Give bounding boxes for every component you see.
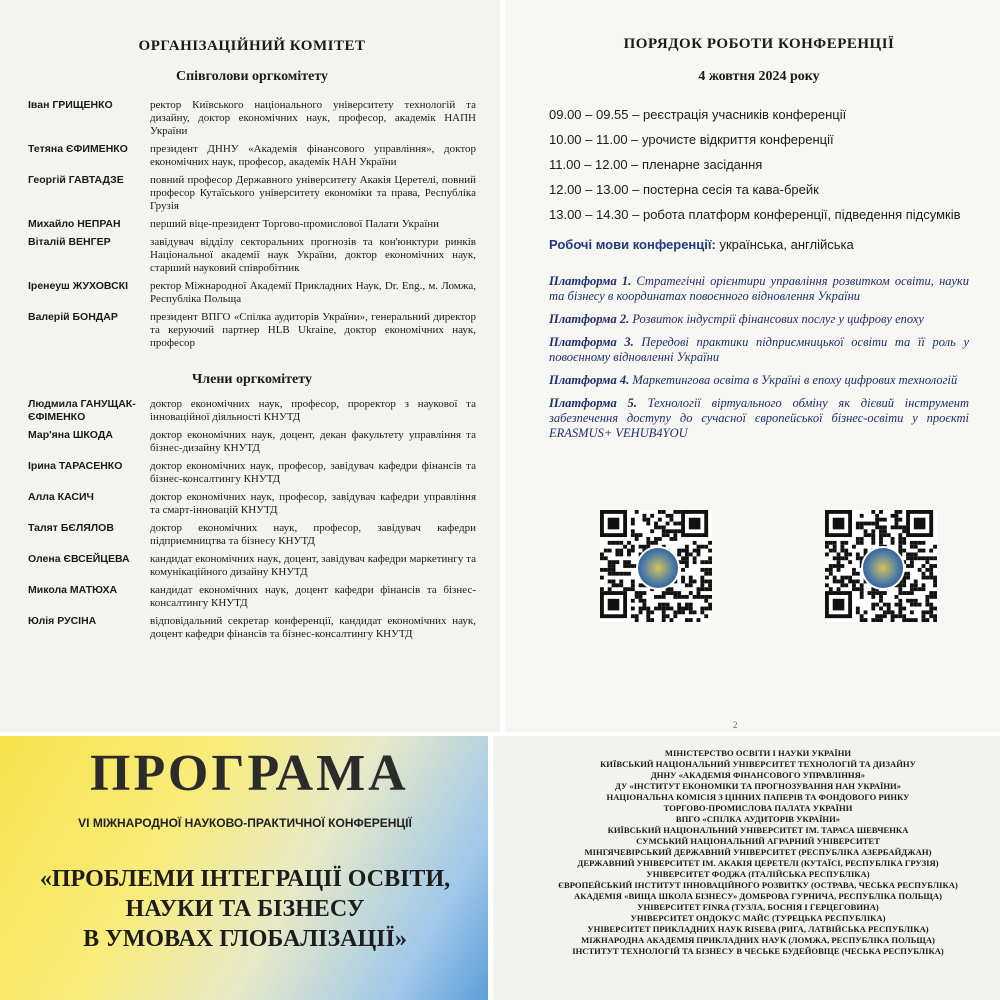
platform-text: Передові практики підприємницької освіти та її роль у повоєнному відновленні України xyxy=(549,335,969,364)
organizer-item: КИЇВСЬКИЙ НАЦІОНАЛЬНИЙ УНІВЕРСИТЕТ ТЕХНОЛОГІЙ ТА ДИЗАЙНУ xyxy=(600,759,916,769)
member-name: Юлія РУСІНА xyxy=(28,615,97,627)
platform-label: Платформа 1. xyxy=(549,274,632,288)
cochairs-heading: Співголови оргкомітету xyxy=(175,69,329,84)
organizers-page xyxy=(493,736,1000,1000)
organizer-item: ІНСТИТУТ ТЕХНОЛОГІЙ ТА БІЗНЕСУ В ЧЕСЬКЕ БУДЕЙОВІЦЕ (ЧЕСЬКА РЕСПУБЛІКА) xyxy=(572,946,944,956)
members-list xyxy=(28,398,476,641)
university-logo-icon xyxy=(636,546,680,590)
page-number: 2 xyxy=(733,720,738,730)
committee-member-row xyxy=(28,143,476,169)
organizer-item: КИЇВСЬКИЙ НАЦІОНАЛЬНИЙ УНІВЕРСИТЕТ ІМ. ТАРАСА ШЕВЧЕНКА xyxy=(607,825,909,835)
program-page xyxy=(505,0,1000,732)
committee-member-row xyxy=(28,460,476,486)
member-name: Алла КАСИЧ xyxy=(28,491,94,503)
organizer-item: ДУ «ІНСТИТУТ ЕКОНОМІКИ ТА ПРОГНОЗУВАННЯ НАН УКРАЇНИ» xyxy=(614,781,902,791)
program-title: ПОРЯДОК РОБОТИ КОНФЕРЕНЦІЇ xyxy=(623,36,895,52)
member-name: Іван ГРИЩЕНКО xyxy=(28,99,113,111)
member-name: Михайло НЕПРАН xyxy=(28,218,121,230)
committee-member-row xyxy=(28,491,476,517)
platform-label: Платформа 5. xyxy=(549,396,637,410)
member-description: повний професор Державного університету Акакія Церетелі, повний професор Кутаїського університету економіки та права, Республіка Грузія xyxy=(150,174,476,212)
member-name: Георгій ГАВТАДЗЕ xyxy=(28,174,124,186)
committee-member-row xyxy=(28,236,476,275)
member-description: перший віце-президент Торгово-промислової Палати України xyxy=(150,218,440,230)
member-description: доктор економічних наук, професор, проректор з наукової та інноваційної діяльності КНУТД xyxy=(150,398,476,423)
qr-code-right[interactable] xyxy=(825,510,937,622)
committee-member-row xyxy=(28,174,476,213)
languages-label: Робочі мови конференції: xyxy=(549,237,716,252)
committee-member-row xyxy=(28,553,476,579)
committee-member-row xyxy=(28,522,476,548)
organizing-committee-page xyxy=(0,0,500,732)
schedule-item: 12.00 – 13.00 – постерна сесія та кава-брейк xyxy=(549,182,819,197)
member-description: доктор економічних наук, професор, завідувач кафедри підприємництва та бізнесу КНУТД xyxy=(150,522,476,547)
committee-member-row xyxy=(28,429,476,455)
cover-title: ПРОГРАМА xyxy=(90,745,409,802)
organizer-item: УНІВЕРСИТЕТ FINRA (ТУЗЛА, БОСНІЯ І ГЕРЦЕГОВИНА) xyxy=(637,902,879,912)
member-name: Людмила ГАНУЩАК-ЄФІМЕНКО xyxy=(28,398,136,423)
cover-conference: VI МІЖНАРОДНОЇ НАУКОВО-ПРАКТИЧНОЇ КОНФЕРЕНЦІЇ xyxy=(78,816,412,830)
committee-member-row xyxy=(28,615,476,641)
program-cover xyxy=(0,736,488,1000)
organizer-item: ДЕРЖАВНИЙ УНІВЕРСИТЕТ ІМ. АКАКІЯ ЦЕРЕТЕЛІ (КУТАЇСІ, РЕСПУБЛІКА ГРУЗІЯ) xyxy=(577,858,939,868)
organizer-item: МІНГЯЧЕВІРСЬКИЙ ДЕРЖАВНИЙ УНІВЕРСИТЕТ (РЕСПУБЛІКА АЗЕРБАЙДЖАН) xyxy=(584,847,932,857)
cover-topic xyxy=(20,864,470,954)
schedule-item: 13.00 – 14.30 – робота платформ конференції, підведення підсумків xyxy=(549,207,961,222)
member-name: Валерій БОНДАР xyxy=(28,311,118,323)
platform-text: Технології віртуального обміну як дієвий інструмент забезпечення доступу до сучасної європейської бізнес-освіти у проєкті ERASMUS+ VEHUB4YOU xyxy=(549,396,970,440)
member-name: Талят БЄЛЯЛОВ xyxy=(28,522,114,534)
platform-item xyxy=(549,396,969,441)
cochairs-list xyxy=(28,99,476,350)
schedule-item: 10.00 – 11.00 – урочисте відкриття конференції xyxy=(549,132,834,147)
platform-item xyxy=(549,312,969,327)
member-name: Тетяна ЄФИМЕНКО xyxy=(28,143,128,155)
schedule-item: 09.00 – 09.55 – реєстрація учасників конференції xyxy=(549,107,847,122)
organizers-list xyxy=(533,748,983,957)
committee-member-row xyxy=(28,311,476,350)
member-description: президент ВПГО «Спілка аудиторів України», генеральний директор та керуючий партнер HLB Ukraine, доктор економічних наук, професор xyxy=(150,311,476,349)
member-description: доктор економічних наук, професор, завідувач кафедри фінансів та бізнес-консалтингу КНУТД xyxy=(150,460,476,485)
platform-label: Платформа 4. xyxy=(549,373,630,387)
member-description: кандидат економічних наук, доцент кафедри фінансів та бізнес-консалтингу КНУТД xyxy=(150,584,476,609)
organizer-item: МІЖНАРОДНА АКАДЕМІЯ ПРИКЛАДНИХ НАУК (ЛОМЖА, РЕСПУБЛІКА ПОЛЬЩА) xyxy=(581,935,935,945)
languages-line xyxy=(549,237,969,252)
platform-item xyxy=(549,274,969,304)
platform-label: Платформа 2. xyxy=(549,312,630,326)
platform-text: Маркетингова освіта в Україні в епоху цифрових технологій xyxy=(629,373,958,387)
member-name: Микола МАТЮХА xyxy=(28,584,118,596)
member-description: доктор економічних наук, доцент, декан факультету управління та бізнес-дизайну КНУТД xyxy=(150,429,476,454)
platform-item xyxy=(549,335,969,365)
qr-code-left[interactable] xyxy=(600,510,712,622)
committee-member-row xyxy=(28,280,476,306)
platform-item xyxy=(549,373,969,388)
cover-topic-line: В УМОВАХ ГЛОБАЛІЗАЦІЇ» xyxy=(83,926,407,952)
member-name: Іренеуш ЖУХОВСКІ xyxy=(28,280,128,292)
platform-label: Платформа 3. xyxy=(549,335,634,349)
schedule-item: 11.00 – 12.00 – пленарне засідання xyxy=(549,157,763,172)
organizer-item: НАЦІОНАЛЬНА КОМІСІЯ З ЦІННИХ ПАПЕРІВ ТА ФОНДОВОГО РИНКУ xyxy=(606,792,910,802)
organizer-item: ТОРГОВО-ПРОМИСЛОВА ПАЛАТА УКРАЇНИ xyxy=(663,803,853,813)
member-name: Ірина ТАРАСЕНКО xyxy=(28,460,123,472)
cover-topic-line: НАУКИ ТА БІЗНЕСУ xyxy=(125,896,365,922)
member-description: завідувач відділу секторальних прогнозів та кон'юнктури ринків Національної академії наук України, доктор економічних наук, старший науковий співробітник xyxy=(150,236,476,274)
org-title: ОРГАНІЗАЦІЙНИЙ КОМІТЕТ xyxy=(138,38,366,54)
member-description: президент ДННУ «Академія фінансового управління», доктор економічних наук, професор, академік НАН України xyxy=(150,143,476,168)
members-heading: Члени оргкомітету xyxy=(192,372,312,387)
cover-topic-line: «ПРОБЛЕМИ ІНТЕГРАЦІЇ ОСВІТИ, xyxy=(39,866,451,892)
member-description: доктор економічних наук, професор, завідувач кафедри управління та смарт-інновацій КНУТД xyxy=(150,491,476,516)
university-logo-icon xyxy=(861,546,905,590)
program-date: 4 жовтня 2024 року xyxy=(698,69,820,84)
organizer-item: АКАДЕМІЯ «ВИЩА ШКОЛА БІЗНЕСУ» ДОМБРОВА ГУРНИЧА, РЕСПУБЛІКА ПОЛЬЩА) xyxy=(574,891,942,901)
organizer-item: ДННУ «АКАДЕМІЯ ФІНАНСОВОГО УПРАВЛІННЯ» xyxy=(650,770,866,780)
member-description: відповідальний секретар конференції, кандидат економічних наук, доцент кафедри фінансів та бізнес-консалтингу КНУТД xyxy=(150,615,476,640)
languages-value: українська, англійська xyxy=(715,237,854,252)
organizer-item: ЄВРОПЕЙСЬКИЙ ІНСТИТУТ ІННОВАЦІЙНОГО РОЗВИТКУ (ОСТРАВА, ЧЕСЬКА РЕСПУБЛІКА) xyxy=(558,880,958,890)
committee-member-row xyxy=(28,584,476,610)
member-name: Віталій ВЕНГЕР xyxy=(28,236,111,248)
committee-member-row xyxy=(28,99,476,138)
member-name: Олена ЄВСЕЙЦЕВА xyxy=(28,553,130,565)
organizer-item: УНІВЕРСИТЕТ ПРИКЛАДНИХ НАУК RISEBA (РИГА, ЛАТВІЙСЬКА РЕСПУБЛІКА) xyxy=(587,924,929,934)
member-description: ректор Київського національного університету технологій та дизайну, доктор економічних наук, професор, академік НАПН України xyxy=(150,99,476,137)
organizer-item: СУМСЬКИЙ НАЦІОНАЛЬНИЙ АГРАРНИЙ УНІВЕРСИТЕТ xyxy=(636,836,880,846)
platform-text: Стратегічні орієнтири управління розвитком освіти, науки та бізнесу в координатах повоєнного відновлення України xyxy=(549,274,970,303)
member-name: Мар'яна ШКОДА xyxy=(28,429,113,441)
platform-text: Розвиток індустрії фінансових послуг у цифрову епоху xyxy=(629,312,924,326)
organizer-item: МІНІСТЕРСТВО ОСВІТИ І НАУКИ УКРАЇНИ xyxy=(664,748,852,758)
schedule-list xyxy=(549,107,969,223)
organizer-item: УНІВЕРСИТЕТ ОНДОКУС МАЙС (ТУРЕЦЬКА РЕСПУБЛІКА) xyxy=(630,913,886,923)
organizer-item: ВПГО «СПІЛКА АУДИТОРІВ УКРАЇНИ» xyxy=(675,814,841,824)
member-description: кандидат економічних наук, доцент, завідувач кафедри маркетингу та комунікаційного дизайну КНУТД xyxy=(150,553,476,578)
organizer-item: УНІВЕРСИТЕТ ФОДЖА (ІТАЛІЙСЬКА РЕСПУБЛІКА) xyxy=(646,869,870,879)
member-description: ректор Міжнародної Академії Прикладних Наук, Dr. Eng., м. Ломжа, Республіка Польща xyxy=(150,280,476,305)
committee-member-row xyxy=(28,398,476,424)
committee-member-row xyxy=(28,218,476,231)
platforms-list xyxy=(549,274,969,441)
